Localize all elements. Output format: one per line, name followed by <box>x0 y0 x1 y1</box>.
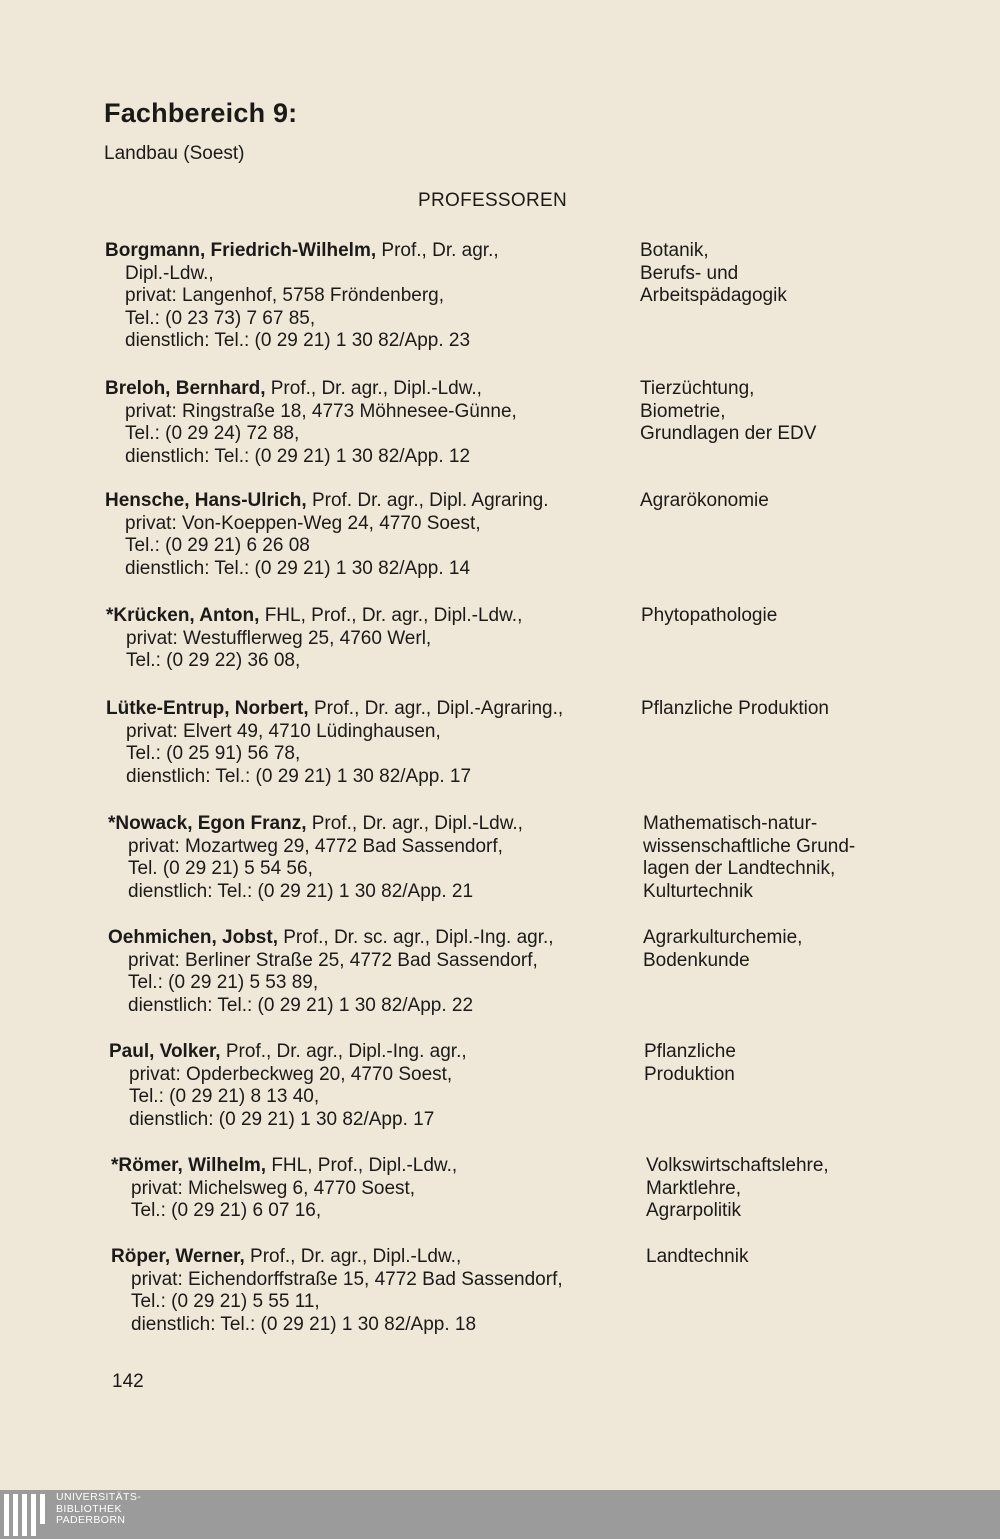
subject-line: wissenschaftliche Grund- <box>643 835 856 857</box>
professor-detail-line: Tel.: (0 29 21) 8 13 40, <box>129 1086 320 1107</box>
professor-detail-line: privat: Von-Koeppen-Weg 24, 4770 Soest, <box>125 512 481 534</box>
professor-subjects <box>646 1246 976 1269</box>
professor-detail-line: Tel.: (0 25 91) 56 78, <box>126 743 301 764</box>
subject-line: Berufs- und <box>640 262 739 284</box>
page-title: Fachbereich 9: <box>104 98 298 128</box>
professor-header-line <box>109 1041 634 1064</box>
professor-titles: FHL, Prof., Dipl.-Ldw., <box>266 1155 458 1176</box>
professor-detail-line: Tel.: (0 29 22) 36 08, <box>126 650 301 671</box>
subject-line: Marktlehre, <box>646 1177 742 1199</box>
professor-details <box>106 605 631 673</box>
subject-line: Phytopathologie <box>641 605 778 626</box>
professor-subjects <box>643 927 973 972</box>
professor-name: Paul, Volker, <box>109 1041 221 1062</box>
professor-detail-line: privat: Berliner Straße 25, 4772 Bad Sassendorf, <box>128 949 538 971</box>
professor-subjects <box>643 813 973 903</box>
professor-detail-line: dienstlich: Tel.: (0 29 21) 1 30 82/App. 14 <box>125 557 471 579</box>
professor-header-line <box>108 813 633 836</box>
subject-line: Kulturtechnik <box>643 880 753 902</box>
subject-line: Landtechnik <box>646 1246 749 1267</box>
professor-titles: Prof., Dr. agr., <box>376 240 499 261</box>
professor-details <box>109 1041 634 1131</box>
professor-subjects <box>640 378 970 446</box>
professor-detail-line: Dipl.-Ldw., <box>125 262 214 284</box>
professor-detail-line: dienstlich: Tel.: (0 29 21) 1 30 82/App. 18 <box>131 1313 477 1335</box>
subject-line: Volkswirtschaftslehre, <box>646 1155 829 1176</box>
professor-detail-line: Tel.: (0 23 73) 7 67 85, <box>125 307 316 329</box>
subject-line: Biometrie, <box>640 400 726 422</box>
professor-titles: Prof., Dr. sc. agr., Dipl.-Ing. agr., <box>277 927 554 948</box>
professor-detail-line: Tel.: (0 29 21) 5 53 89, <box>128 972 319 993</box>
professor-titles: FHL, Prof., Dr. agr., Dipl.-Ldw., <box>259 605 523 626</box>
professor-detail-line: Tel.: (0 29 21) 6 07 16, <box>131 1200 322 1221</box>
professor-details <box>105 490 630 580</box>
professor-detail-line: dienstlich: Tel.: (0 29 21) 1 30 82/App. 21 <box>128 880 474 902</box>
professor-details <box>108 927 633 1017</box>
professor-detail-line: dienstlich: Tel.: (0 29 21) 1 30 82/App. 12 <box>125 445 471 467</box>
professor-details <box>105 378 630 468</box>
professor-header-line <box>105 378 630 401</box>
professor-detail-line: dienstlich: Tel.: (0 29 21) 1 30 82/App. 17 <box>126 765 472 787</box>
subject-line: Pflanzliche Produktion <box>641 698 829 719</box>
logo-line: PADERBORN <box>56 1514 126 1526</box>
professor-detail-line: dienstlich: (0 29 21) 1 30 82/App. 17 <box>129 1108 435 1130</box>
professor-titles: Prof., Dr. agr., Dipl.-Agraring., <box>308 698 564 719</box>
professor-header-line <box>106 605 631 628</box>
professor-name: Borgmann, Friedrich-Wilhelm, <box>105 240 377 261</box>
professor-name: Breloh, Bernhard, <box>105 378 266 399</box>
page-number: 142 <box>112 1371 144 1392</box>
professor-titles: Prof., Dr. agr., Dipl.-Ing. agr., <box>220 1041 467 1062</box>
professor-name: *Nowack, Egon Franz, <box>108 813 307 834</box>
professor-detail-line: Tel. (0 29 21) 5 54 56, <box>128 858 313 879</box>
professor-subjects <box>640 240 970 308</box>
logo-line: UNIVERSITÄTS- <box>56 1491 142 1503</box>
professor-header-line <box>111 1155 636 1178</box>
professor-name: Lütke-Entrup, Norbert, <box>106 698 309 719</box>
professor-name: Röper, Werner, <box>111 1246 245 1267</box>
professor-titles: Prof., Dr. agr., Dipl.-Ldw., <box>265 378 482 399</box>
library-footer <box>0 1490 1000 1539</box>
professor-header-line <box>105 240 630 263</box>
professor-name: Hensche, Hans-Ulrich, <box>105 490 307 511</box>
subject-line: Tierzüchtung, <box>640 378 755 399</box>
professor-detail-line: privat: Michelsweg 6, 4770 Soest, <box>131 1177 416 1199</box>
subject-line: Grundlagen der EDV <box>640 423 817 444</box>
library-logo-icon <box>4 1494 50 1536</box>
professor-details <box>106 698 631 788</box>
subject-line: Botanik, <box>640 240 709 261</box>
professor-subjects <box>640 490 970 513</box>
professor-detail-line: privat: Mozartweg 29, 4772 Bad Sassendorf, <box>128 835 503 857</box>
subject-line: Pflanzliche <box>644 1041 736 1062</box>
professor-titles: Prof., Dr. agr., Dipl.-Ldw., <box>244 1246 462 1267</box>
professor-name: Oehmichen, Jobst, <box>108 927 278 948</box>
subject-line: Agrarpolitik <box>646 1200 742 1221</box>
subject-line: Arbeitspädagogik <box>640 285 787 306</box>
professor-header-line <box>108 927 633 950</box>
professor-detail-line: Tel.: (0 29 21) 6 26 08 <box>125 535 310 556</box>
professor-detail-line: Tel.: (0 29 21) 5 55 11, <box>131 1291 320 1312</box>
professor-detail-line: privat: Westufflerweg 25, 4760 Werl, <box>126 627 432 649</box>
professor-name: *Römer, Wilhelm, <box>111 1155 267 1176</box>
professor-detail-line: privat: Eichendorffstraße 15, 4772 Bad Sassendorf, <box>131 1268 563 1290</box>
professor-titles: Prof. Dr. agr., Dipl. Agraring. <box>306 490 549 511</box>
professor-detail-line: privat: Langenhof, 5758 Fröndenberg, <box>125 285 445 306</box>
professor-header-line <box>111 1246 636 1269</box>
professor-name: *Krücken, Anton, <box>106 605 260 626</box>
professor-detail-line: privat: Elvert 49, 4710 Lüdinghausen, <box>126 720 441 742</box>
professor-detail-line: dienstlich: Tel.: (0 29 21) 1 30 82/App. 22 <box>128 994 474 1016</box>
library-logo-text <box>56 1492 141 1527</box>
subject-line: Agrarökonomie <box>640 490 769 511</box>
professor-header-line <box>106 698 631 721</box>
professor-subjects <box>641 698 971 721</box>
professor-detail-line: privat: Opderbeckweg 20, 4770 Soest, <box>129 1063 453 1085</box>
professor-details <box>111 1246 636 1336</box>
logo-line: BIBLIOTHEK <box>56 1502 122 1515</box>
professor-subjects <box>641 605 971 628</box>
professor-detail-line: privat: Ringstraße 18, 4773 Möhnesee-Günne, <box>125 400 517 422</box>
professor-subjects <box>646 1155 976 1223</box>
professor-header-line <box>105 490 630 513</box>
professor-details <box>108 813 633 903</box>
subject-line: Agrarkulturchemie, <box>643 927 803 948</box>
page-subtitle: Landbau (Soest) <box>104 143 245 164</box>
professor-detail-line: Tel.: (0 29 24) 72 88, <box>125 423 300 444</box>
subject-line: Produktion <box>644 1063 735 1085</box>
professor-subjects <box>644 1041 974 1086</box>
subject-line: lagen der Landtechnik, <box>643 858 836 879</box>
professor-details <box>111 1155 636 1223</box>
subject-line: Bodenkunde <box>643 949 750 971</box>
professor-titles: Prof., Dr. agr., Dipl.-Ldw., <box>306 813 523 834</box>
subject-line: Mathematisch-natur- <box>643 813 818 834</box>
section-title: PROFESSOREN <box>418 190 567 211</box>
professor-details <box>105 240 630 353</box>
professor-detail-line: dienstlich: Tel.: (0 29 21) 1 30 82/App. 23 <box>125 330 471 351</box>
